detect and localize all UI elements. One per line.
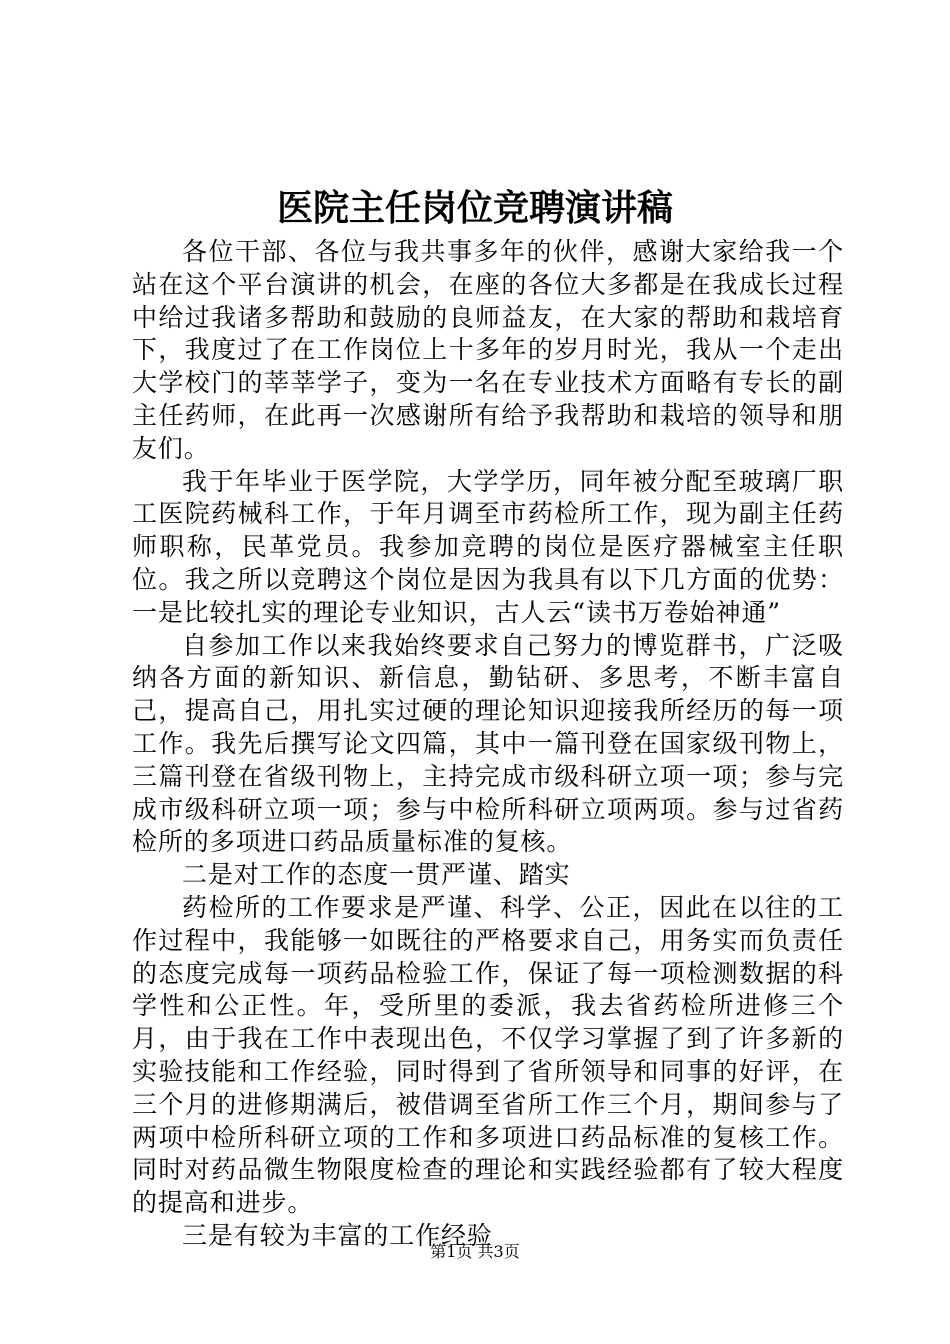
paragraph-study: 自参加工作以来我始终要求自己努力的博览群书，广泛吸纳各方面的新知识、新信息，勤钻研、多思考，不断丰富自己，提高自己，用扎实过硬的理论知识迎接我所经历的每一项工作。我先后撰写论文四篇，其中一篇刊登在国家级刊物上，三篇刊登在省级刊物上，主持完成市级科研立项一项；参与完成市级科研立项一项；参与中检所科研立项两项。参与过省药检所的多项进口药品质量标准的复核。 — [132, 630, 844, 857]
paragraph-background: 我于年毕业于医学院，大学学历，同年被分配至玻璃厂职工医院药械科工作，于年月调至市药检所工作，现为副主任药师职称，民革党员。我参加竞聘的岗位是医疗器械室主任职位。我之所以竞聘这个岗位是因为我具有以下几方面的优势：一是比较扎实的理论专业知识，古人云“读书万卷始神通” — [132, 466, 844, 627]
paragraph-point-three: 三是有较为丰富的工作经验 — [182, 1220, 493, 1250]
paragraph-point-two: 二是对工作的态度一贯严谨、踏实 — [182, 860, 571, 890]
paragraph-greeting: 各位干部、各位与我共事多年的伙伴，感谢大家给我一个站在这个平台演讲的机会，在座的各位大多都是在我成长过程中给过我诸多帮助和鼓励的良师益友，在大家的帮助和栽培育下，我度过了在工作岗位上十多年的岁月时光，我从一个走出大学校门的莘莘学子，变为一名在专业技术方面略有专长的副主任药师，在此再一次感谢所有给予我帮助和栽培的领导和朋友们。 — [132, 237, 844, 463]
paragraph-work-attitude: 药检所的工作要求是严谨、科学、公正，因此在以往的工作过程中，我能够一如既往的严格要求自己，用务实而负责任的态度完成每一项药品检验工作，保证了每一项检测数据的科学性和公正性。年，受所里的委派，我去省药检所进修三个月，由于我在工作中表现出色，不仅学习掌握了到了许多新的实验技能和工作经验，同时得到了省所领导和同事的好评，在三个月的进修期满后，被借调至省所工作三个月，期间参与了两项中检所科研立项的工作和多项进口药品标准的复核工作。同时对药品微生物限度检查的理论和实践经验都有了较大程度的提高和进步。 — [132, 892, 844, 1218]
document-title: 医院主任岗位竞聘演讲稿 — [276, 187, 673, 229]
document-body — [132, 236, 844, 1253]
page-footer: 第1页 共3页 — [430, 1242, 520, 1261]
